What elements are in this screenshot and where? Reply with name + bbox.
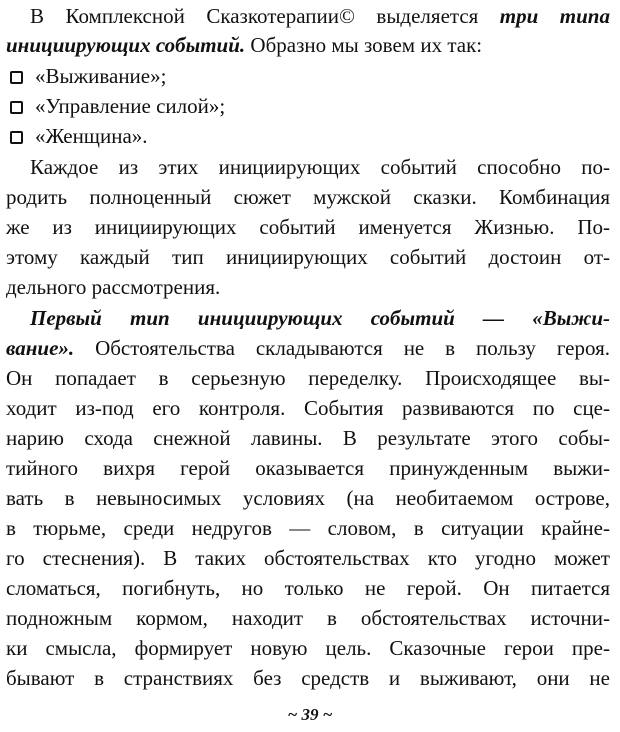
paragraph-line: же из инициирующих событий именуется Жизнью. По- (6, 215, 610, 239)
paragraph-line: нарию схода снежной лавины. В результате этого собы- (6, 426, 610, 450)
bullet-text: «Выживание»; (35, 64, 167, 88)
paragraph-line: Каждое из этих инициирующих событий способно по- (30, 155, 610, 179)
paragraph-line: ки смысла, формирует новую цель. Сказочные герои пре- (6, 636, 610, 660)
intro-line-2 (6, 31, 610, 60)
paragraph-heading-line: Первый тип инициирующих событий — «Выжи- (30, 306, 610, 330)
paragraph-line: этому каждый тип инициирующих событий достоин от- (6, 245, 610, 269)
emphasis-text: три типа (499, 4, 610, 28)
bullet-text: «Женщина». (35, 124, 148, 148)
text-run: Обстоятельства складываются не в пользу героя. (74, 336, 610, 360)
checkbox-square-icon (10, 71, 23, 84)
paragraph-line: вать в невыносимых условиях (на необитаемом острове, (6, 486, 610, 510)
paragraph-line (6, 334, 610, 363)
bullet-item (10, 62, 600, 91)
intro-line-1 (30, 2, 610, 31)
text-run: В Комплексной Сказкотерапии© выделяется (30, 4, 500, 28)
page-number: ~ 39 ~ (287, 705, 333, 724)
bullet-item (10, 92, 600, 121)
paragraph-line: го стеснения). В таких обстоятельствах кто угодно может (6, 546, 610, 570)
emphasis-text: инициирующих событий. (6, 33, 246, 57)
paragraph-line: Он попадает в серьезную переделку. Происходящее вы- (6, 366, 610, 390)
paragraph-line: родить полноценный сюжет мужской сказки. Комбинация (6, 185, 610, 209)
checkbox-square-icon (10, 101, 23, 114)
paragraph-line: тийного вихря герой оказывается принужденным выжи- (6, 456, 610, 480)
paragraph-line: дельного рассмотрения. (6, 275, 221, 299)
paragraph-line: бывают в странствиях без средств и выживают, они не (6, 666, 610, 690)
bullet-text: «Управление силой»; (35, 94, 226, 118)
checkbox-square-icon (10, 131, 23, 144)
paragraph-line: сломаться, погибнуть, но только не герой. Он питается (6, 576, 610, 600)
paragraph-line: ходит из-под его контроля. События развиваются по сце- (6, 396, 610, 420)
bullet-item (10, 122, 600, 151)
text-run: Образно мы зовем их так: (245, 33, 483, 57)
paragraph-line: подножным кормом, находит в обстоятельствах источни- (6, 606, 610, 630)
emphasis-text: вание». (6, 336, 75, 360)
paragraph-line: в тюрьме, среди недругов — словом, в ситуации крайне- (6, 516, 610, 540)
